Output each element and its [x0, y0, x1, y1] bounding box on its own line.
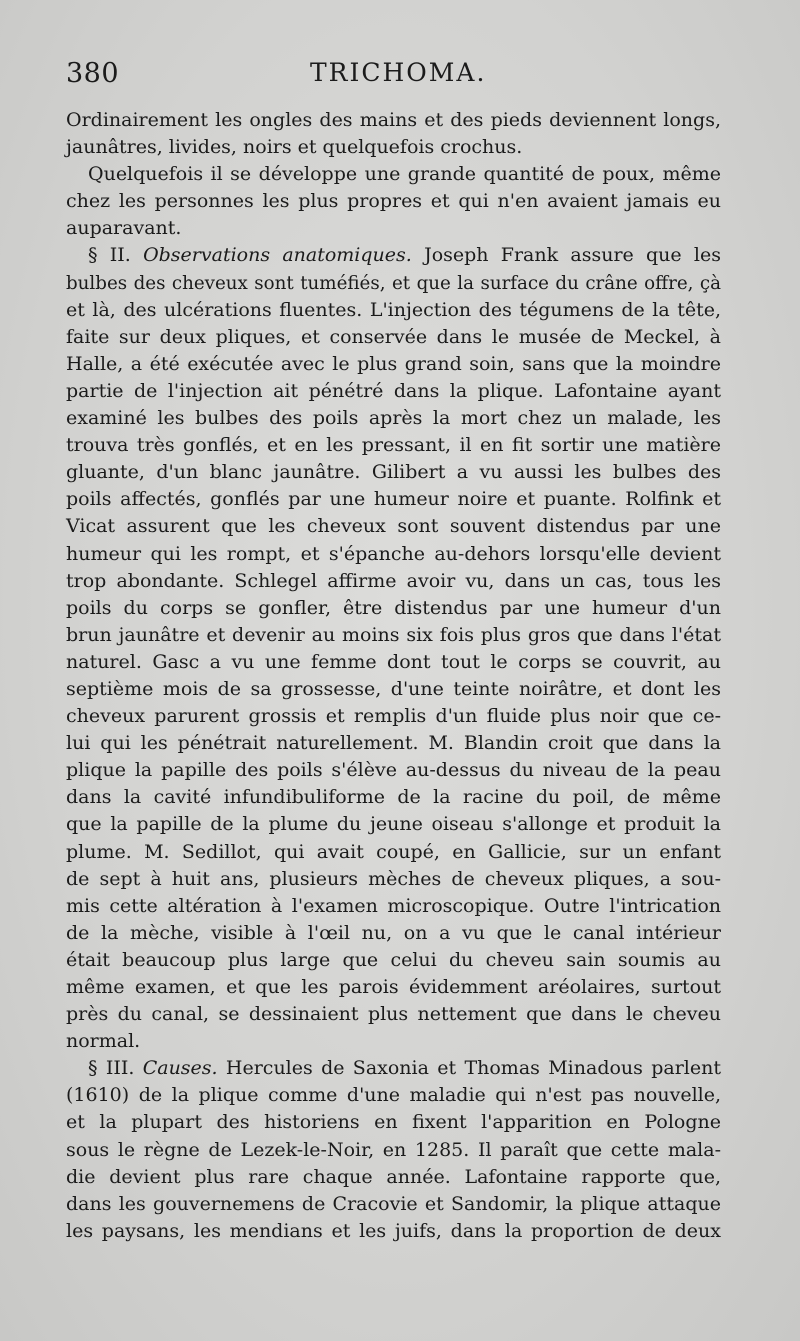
text-line — [66, 1082, 721, 1109]
text-line — [66, 324, 721, 351]
line-text: sous le règne de Lezek-le-Noir, en 1285. Il paraît que cette mala- — [66, 1138, 721, 1161]
line-text: près du canal, se dessinaient plus nettement que dans le cheveu — [66, 1003, 721, 1026]
line-text: même examen, et que les parois évidemment aréolaires, surtout — [66, 976, 721, 998]
text-line — [66, 107, 721, 134]
text-line — [66, 1218, 721, 1245]
line-text: et la plupart des historiens en fixent l'apparition en Pologne — [66, 1111, 721, 1134]
line-text: poils du corps se gonfler, être distendus par une humeur d'un — [66, 596, 721, 619]
running-title: TRICHOMA. — [310, 58, 487, 87]
line-text: examiné les bulbes des poils après la mort chez un malade, les — [66, 407, 721, 430]
text-line — [66, 541, 721, 568]
text-line — [66, 378, 721, 405]
page-header — [66, 58, 721, 98]
line-text: trouva très gonflés, et en les pressant, il en fit sortir une matière — [66, 434, 721, 457]
line-text: trop abondante. Schlegel affirme avoir vu, dans un cas, tous les — [66, 569, 721, 592]
text-line — [66, 1137, 721, 1164]
text-line — [66, 270, 721, 297]
text-line — [66, 974, 721, 1001]
section-heading: Causes. — [142, 1057, 218, 1080]
text-line — [66, 866, 721, 893]
line-text: les paysans, les mendians et les juifs, dans la proportion de deux — [66, 1219, 721, 1242]
line-text: brun jaunâtre et devenir au moins six fois plus gros que dans l'état — [66, 623, 721, 646]
line-text: normal. — [66, 1030, 141, 1053]
text-line — [66, 622, 721, 649]
line-text: die devient plus rare chaque année. Lafontaine rapporte que, — [66, 1165, 721, 1188]
text-line — [66, 649, 721, 676]
line-text: chez les personnes les plus propres et qui n'en avaient jamais eu — [66, 190, 721, 213]
line-text: de sept à huit ans, plusieurs mèches de cheveux pliques, a sou- — [66, 867, 721, 890]
section-heading: Observations anatomiques. — [143, 244, 412, 267]
line-text: que la papille de la plume du jeune oiseau s'allonge et produit la — [66, 813, 721, 836]
text-line — [66, 784, 721, 811]
line-text: lui qui les pénétrait naturellement. M. Blandin croit que dans la — [66, 732, 721, 755]
text-line — [66, 297, 721, 324]
line-text: jaunâtres, livides, noirs et quelquefois crochus. — [66, 136, 523, 159]
text-line — [66, 215, 721, 242]
line-text: bulbes des cheveux sont tuméfiés, et que la surface du crâne offre, çà — [66, 272, 721, 294]
text-line — [66, 459, 721, 486]
line-text: Halle, a été exécutée avec le plus grand soin, sans que la moindre — [66, 352, 721, 375]
text-line — [66, 1191, 721, 1218]
text-line — [66, 1109, 721, 1136]
line-text: et là, des ulcérations fluentes. L'injection des tégumens de la tête, — [66, 298, 721, 321]
section-marker: § III. — [88, 1057, 143, 1080]
text-line — [66, 1001, 721, 1028]
text-line — [66, 839, 721, 866]
line-text: Ordinairement les ongles des mains et des pieds deviennent longs, — [66, 109, 721, 131]
line-text: mis cette altération à l'examen microscopique. Outre l'intrication — [66, 894, 721, 917]
text-line — [66, 513, 721, 540]
text-line — [66, 920, 721, 947]
text-line — [66, 730, 721, 757]
page-number: 380 — [66, 58, 120, 89]
text-line — [66, 432, 721, 459]
text-line — [66, 568, 721, 595]
text-line — [66, 1055, 721, 1082]
text-line — [66, 242, 721, 269]
line-text: Joseph Frank assure que les — [411, 244, 721, 267]
line-text: partie de l'injection ait pénétré dans la plique. Lafontaine ayant — [66, 379, 721, 402]
text-line — [66, 188, 721, 215]
text-line — [66, 811, 721, 838]
line-text: naturel. Gasc a vu une femme dont tout le corps se couvrit, au — [66, 650, 721, 673]
text-line — [66, 893, 721, 920]
text-line — [66, 757, 721, 784]
text-line — [66, 595, 721, 622]
text-line — [66, 1164, 721, 1191]
text-line — [66, 134, 721, 161]
text-line — [66, 1028, 721, 1055]
text-line — [66, 676, 721, 703]
line-text: plique la papille des poils s'élève au-dessus du niveau de la peau — [66, 759, 721, 782]
line-text: Vicat assurent que les cheveux sont souvent distendus par une — [66, 515, 721, 538]
section-marker: § II. — [88, 244, 144, 267]
line-text: cheveux parurent grossis et remplis d'un fluide plus noir que ce- — [66, 705, 721, 728]
text-line — [66, 161, 721, 188]
line-text: dans les gouvernemens de Cracovie et Sandomir, la plique attaque — [66, 1192, 721, 1215]
text-line — [66, 405, 721, 432]
body-text — [66, 107, 721, 1245]
line-text: humeur qui les rompt, et s'épanche au-dehors lorsqu'elle devient — [66, 542, 721, 565]
line-text: auparavant. — [66, 217, 182, 240]
line-text: (1610) de la plique comme d'une maladie qui n'est pas nouvelle, — [66, 1084, 721, 1107]
line-text: Quelquefois il se développe une grande quantité de poux, même — [88, 163, 721, 186]
line-text: poils affectés, gonflés par une humeur noire et puante. Rolfink et — [66, 488, 721, 511]
line-text: gluante, d'un blanc jaunâtre. Gilibert a vu aussi les bulbes des — [66, 461, 721, 484]
text-line — [66, 703, 721, 730]
line-text: septième mois de sa grossesse, d'une teinte noirâtre, et dont les — [66, 677, 721, 700]
line-text: Hercules de Saxonia et Thomas Minadous parlent — [217, 1057, 721, 1080]
text-line — [66, 947, 721, 974]
text-line — [66, 486, 721, 513]
line-text: plume. M. Sedillot, qui avait coupé, en Gallicie, sur un enfant — [66, 840, 721, 863]
line-text: de la mèche, visible à l'œil nu, on a vu que le canal intérieur — [66, 921, 721, 944]
line-text: dans la cavité infundibuliforme de la racine du poil, de même — [66, 786, 721, 809]
text-line — [66, 351, 721, 378]
line-text: faite sur deux pliques, et conservée dans le musée de Meckel, à — [66, 325, 721, 348]
line-text: était beaucoup plus large que celui du cheveu sain soumis au — [66, 948, 721, 971]
